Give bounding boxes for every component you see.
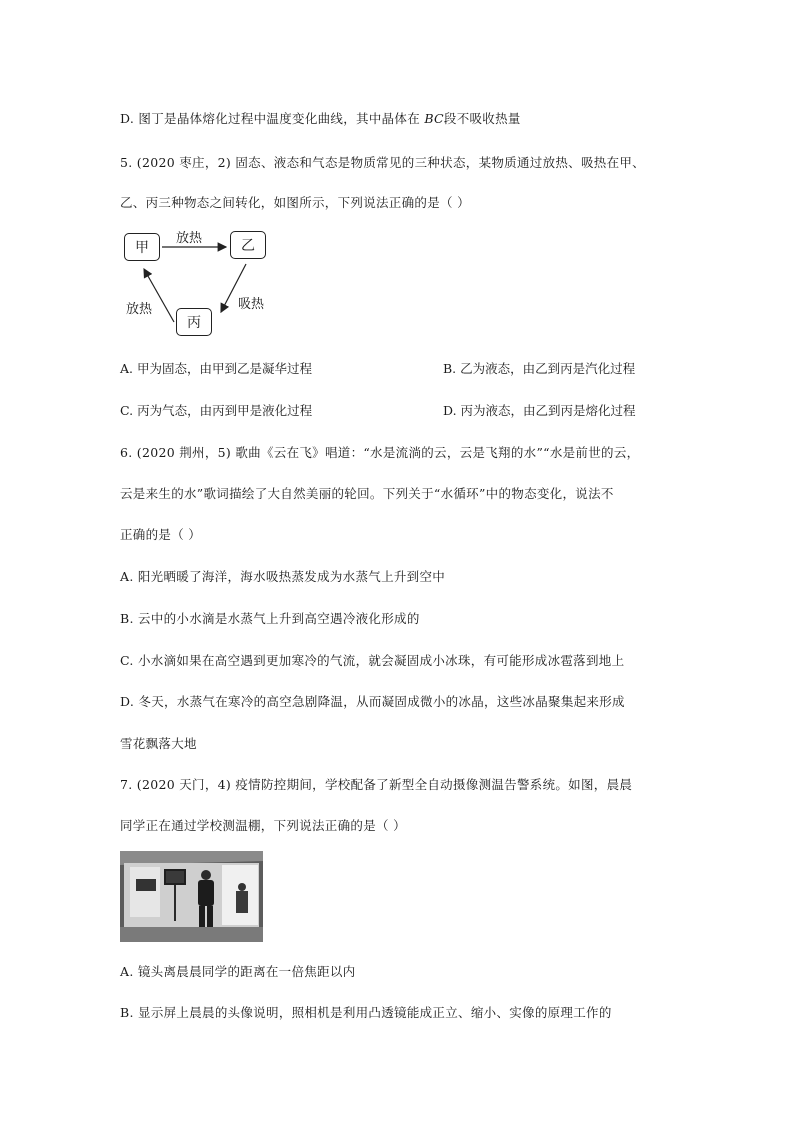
photo-scene <box>120 851 263 942</box>
q5-option-c: C. 丙为气态，由丙到甲是液化过程 <box>120 403 313 418</box>
box-jia: 甲 <box>124 233 160 261</box>
q5-option-d: D. 丙为液态，由乙到丙是熔化过程 <box>443 403 636 418</box>
box-bing: 丙 <box>176 308 212 336</box>
q6-option-a: A. 阳光晒暖了海洋，海水吸热蒸发成为水蒸气上升到空中 <box>120 569 446 584</box>
label-absorb-heat: 吸热 <box>238 297 265 312</box>
q6-stem-line-1: 6. (2020 荆州，5) 歌曲《云在飞》唱道：“水是流淌的云，云是飞翔的水”“水是前世的云， <box>120 445 640 460</box>
q6-option-b: B. 云中的小水滴是水蒸气上升到高空遇冷液化形成的 <box>120 611 420 626</box>
q5-stem-line-2: 乙、丙三种物态之间转化，如图所示，下列说法正确的是（ ） <box>120 195 470 210</box>
q4-option-d <box>120 111 521 127</box>
state-change-diagram <box>118 222 288 342</box>
q5-stem-line-1: 5. (2020 枣庄，2) 固态、液态和气态是物质常见的三种状态，某物质通过放热、吸热在甲、 <box>120 155 645 170</box>
q5-option-b: B. 乙为液态，由乙到丙是汽化过程 <box>443 361 636 376</box>
q4-option-d-segment: BC <box>424 111 444 126</box>
temperature-tent-photo <box>120 851 263 942</box>
q5-option-a: A. 甲为固态，由甲到乙是凝华过程 <box>120 361 312 376</box>
q6-stem-line-3: 正确的是（ ） <box>120 527 202 542</box>
label-release-heat-left: 放热 <box>126 302 153 317</box>
q7-option-b: B. 显示屏上晨晨的头像说明，照相机是利用凸透镜能成正立、缩小、实像的原理工作的 <box>120 1005 612 1020</box>
q4-option-d-text: D. 图丁是晶体熔化过程中温度变化曲线，其中晶体在 <box>120 111 425 126</box>
q7-stem-line-2: 同学正在通过学校测温棚，下列说法正确的是（ ） <box>120 818 406 833</box>
q6-stem-line-2: 云是来生的水”歌词描绘了大自然美丽的轮回。下列关于“水循环”中的物态变化，说法不 <box>120 486 614 501</box>
box-yi: 乙 <box>230 231 266 259</box>
label-release-heat-top: 放热 <box>176 231 203 246</box>
q6-option-d-line-1: D. 冬天，水蒸气在寒冷的高空急剧降温，从而凝固成微小的冰晶，这些冰晶聚集起来形成 <box>120 694 625 709</box>
q7-stem-line-1: 7. (2020 天门，4) 疫情防控期间，学校配备了新型全自动摄像测温告警系统。如图，晨晨 <box>120 777 633 792</box>
q4-option-d-text-end: 段不吸收热量 <box>443 111 521 126</box>
q6-option-c: C. 小水滴如果在高空遇到更加寒冷的气流，就会凝固成小冰珠，有可能形成冰雹落到地上 <box>120 653 625 668</box>
q6-option-d-line-2: 雪花飘落大地 <box>120 736 197 751</box>
q7-option-a: A. 镜头离晨晨同学的距离在一倍焦距以内 <box>120 964 356 979</box>
